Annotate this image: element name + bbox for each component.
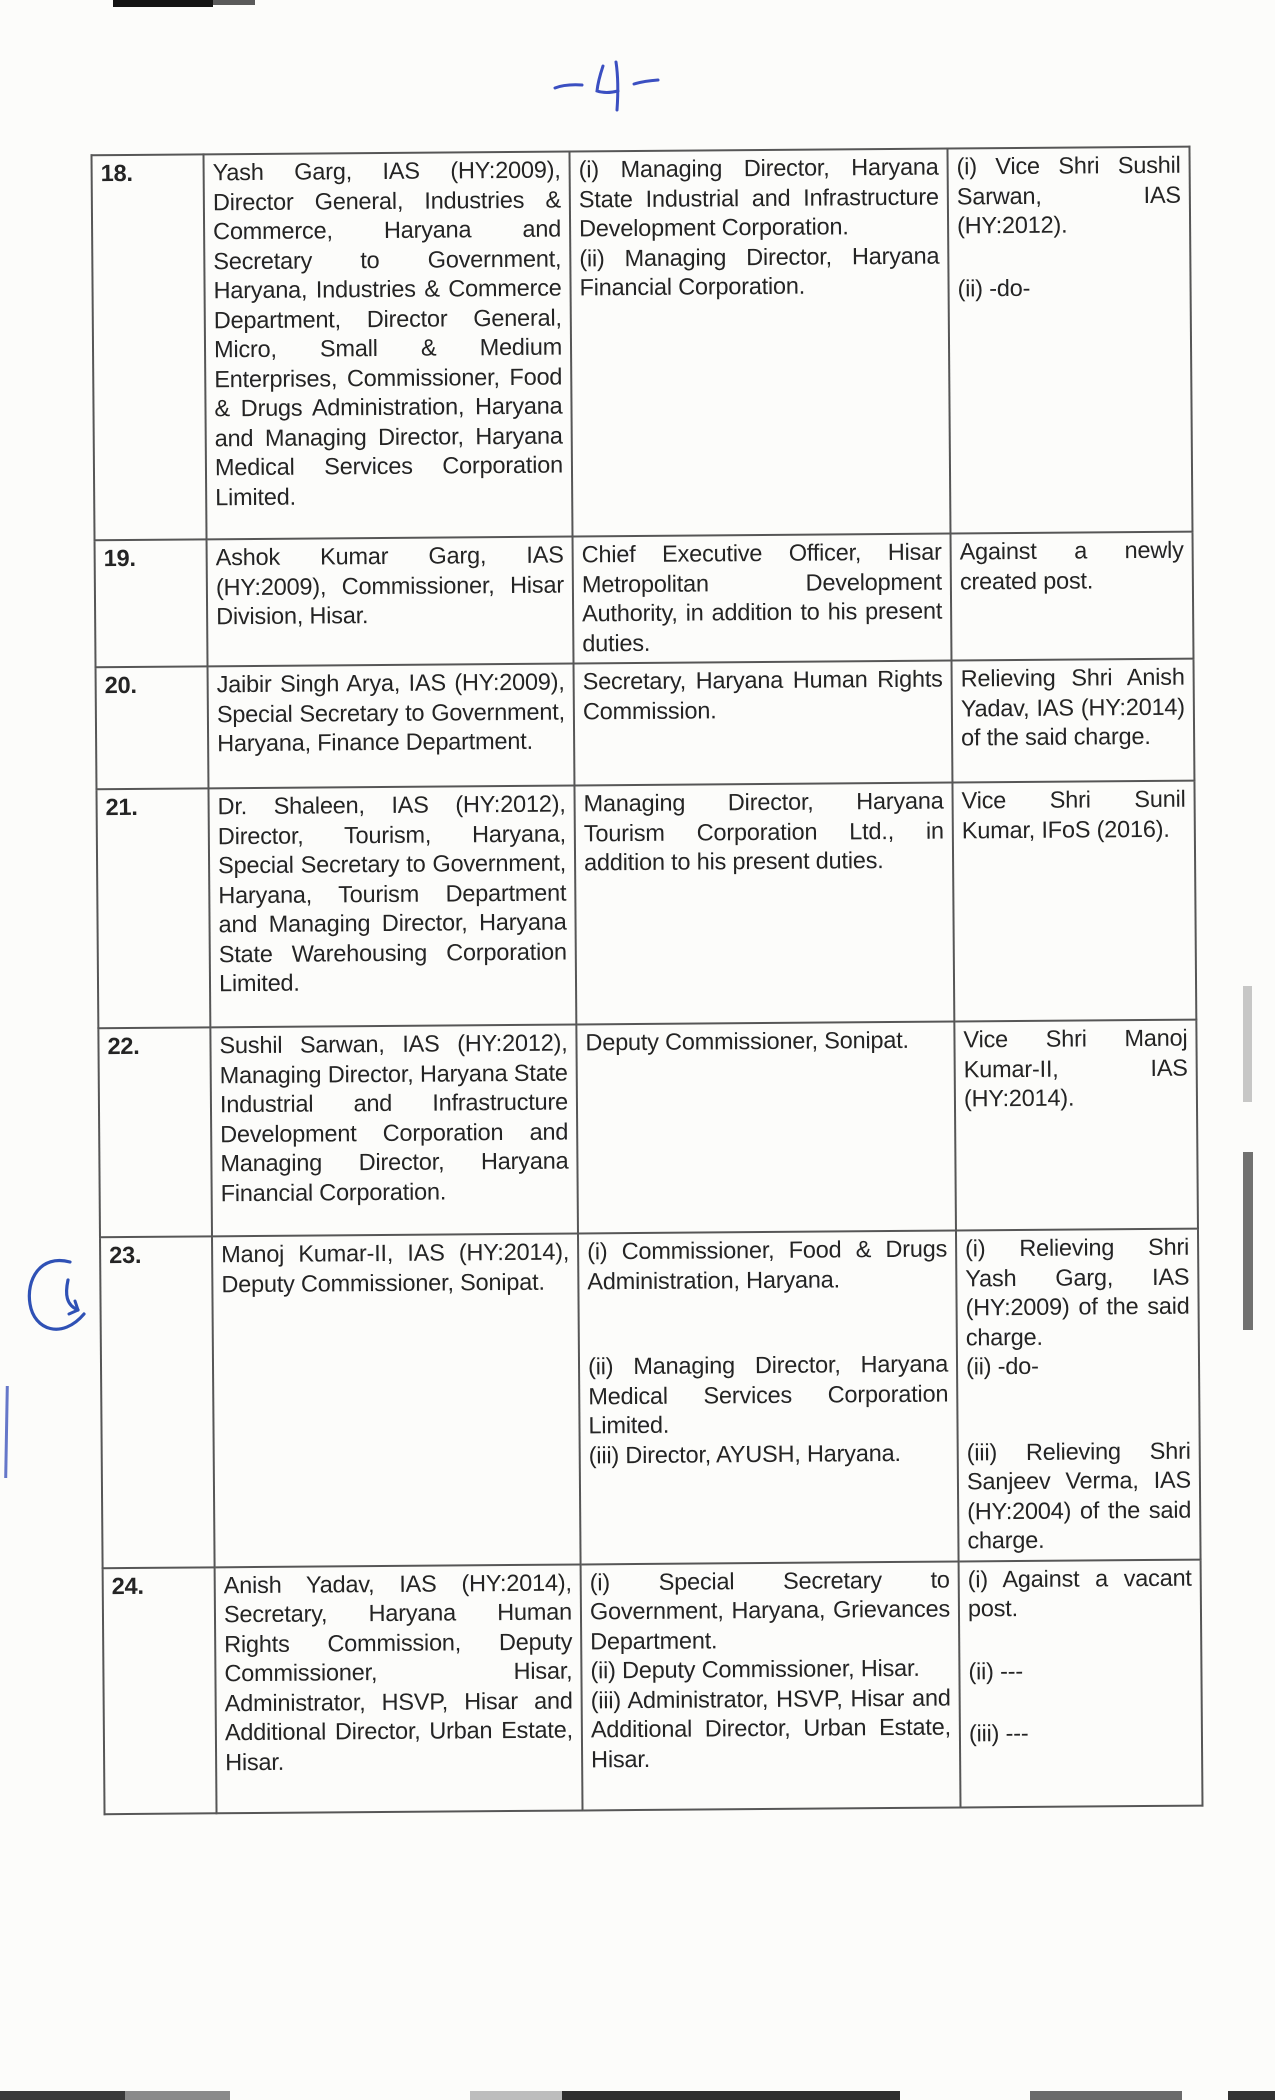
transfer-order-table bbox=[90, 146, 1203, 1815]
new-posting-cell bbox=[569, 149, 950, 537]
officer-details-cell bbox=[215, 1564, 583, 1813]
new-posting-cell bbox=[576, 1022, 956, 1234]
remarks-cell bbox=[951, 659, 1194, 783]
remarks-cell bbox=[952, 781, 1196, 1022]
scan-artifact-right-strip bbox=[1243, 986, 1252, 1102]
table-row bbox=[100, 1229, 1201, 1568]
remarks-cell bbox=[954, 1020, 1198, 1231]
officer-details-cell bbox=[212, 1233, 581, 1566]
remarks-cell bbox=[951, 532, 1194, 661]
posting-item: Secretary, Haryana Human Rights Commission. bbox=[582, 665, 943, 724]
scan-artifact-top-bar bbox=[113, 0, 213, 7]
remarks-item: (i) Relieving Shri Yash Garg, IAS (HY:2009) of the said charge. bbox=[965, 1233, 1190, 1350]
transfer-table-wrapper bbox=[90, 146, 1192, 1815]
table-row bbox=[103, 1559, 1203, 1814]
scan-artifact-bottom-band bbox=[562, 2091, 900, 2100]
officer-text: Ashok Kumar Garg, IAS (HY:2009), Commissioner, Hisar Division, Hisar. bbox=[215, 541, 564, 630]
scan-artifact-right-strip bbox=[1243, 1152, 1253, 1330]
posting-item: (ii) Deputy Commissioner, Hisar. bbox=[590, 1654, 920, 1684]
new-posting-cell bbox=[578, 1230, 959, 1563]
scan-artifact-blue-line bbox=[4, 1386, 9, 1478]
new-posting-cell bbox=[573, 534, 952, 664]
handwritten-page-number bbox=[548, 58, 668, 120]
posting-item: Deputy Commissioner, Sonipat. bbox=[585, 1026, 909, 1056]
officer-details-cell bbox=[208, 663, 575, 788]
remarks-item: Relieving Shri Anish Yadav, IAS (HY:2014) of the said charge. bbox=[960, 663, 1185, 751]
serial-cell: 21. bbox=[96, 788, 210, 1028]
new-posting-cell bbox=[581, 1561, 961, 1810]
scan-artifact-top-bar bbox=[213, 0, 255, 5]
posting-item: Managing Director, Haryana Tourism Corporation Ltd., in addition to his present duties. bbox=[583, 787, 944, 876]
remarks-cell bbox=[947, 147, 1192, 534]
posting-item: (i) Managing Director, Haryana State Industrial and Infrastructure Development Corporation. bbox=[578, 153, 939, 242]
scan-artifact-bottom-band bbox=[1030, 2091, 1182, 2100]
officer-details-cell bbox=[204, 151, 573, 539]
officer-text: Sushil Sarwan, IAS (HY:2012), Managing Director, Haryana State Industrial and Infrastructure Development Corporation and Managing Director, Haryana Financial Corporation. bbox=[219, 1029, 569, 1206]
serial-cell: 19. bbox=[95, 539, 208, 667]
scan-artifact-bottom-band bbox=[125, 2091, 230, 2100]
officer-details-cell bbox=[208, 785, 576, 1027]
remarks-item: Vice Shri Manoj Kumar-II, IAS (HY:2014). bbox=[963, 1024, 1188, 1112]
posting-item: (i) Commissioner, Food & Drugs Administration, Haryana. bbox=[587, 1235, 948, 1294]
table-row bbox=[95, 532, 1194, 668]
remarks-item: (iii) Relieving Shri Sanjeev Verma, IAS (HY:2004) of the said charge. bbox=[966, 1437, 1192, 1554]
remarks-item: Against a newly created post. bbox=[959, 536, 1184, 594]
posting-item: (iii) Administrator, HSVP, Hisar and Additional Director, Urban Estate, Hisar. bbox=[590, 1684, 951, 1772]
new-posting-cell bbox=[574, 661, 953, 786]
scan-artifact-bottom-band bbox=[470, 2091, 562, 2100]
scan-artifact-bottom-band bbox=[0, 2091, 125, 2100]
remarks-item: (iii) --- bbox=[968, 1719, 1029, 1747]
officer-text: Dr. Shaleen, IAS (HY:2012), Director, Tourism, Haryana, Special Secretary to Government, Haryana, Tourism Department and Managing Director, Haryana State Warehousing Corporation Limited. bbox=[217, 790, 567, 997]
handwritten-circle-mark-strokes bbox=[20, 1252, 100, 1344]
officer-text: Jaibir Singh Arya, IAS (HY:2009), Special Secretary to Government, Haryana, Finance Department. bbox=[216, 668, 565, 757]
serial-cell: 22. bbox=[98, 1027, 212, 1237]
remarks-item: (i) Vice Shri Sushil Sarwan, IAS (HY:2012). bbox=[956, 151, 1181, 239]
table-row bbox=[96, 781, 1196, 1029]
table-row bbox=[92, 147, 1193, 541]
serial-cell: 24. bbox=[103, 1567, 217, 1814]
posting-item: (ii) Managing Director, Haryana Financial Corporation. bbox=[579, 242, 940, 301]
table-row bbox=[98, 1020, 1198, 1238]
posting-item: (i) Special Secretary to Government, Haryana, Grievances Department. bbox=[589, 1566, 951, 1654]
table-row bbox=[96, 659, 1195, 790]
handwritten-circle-mark bbox=[20, 1252, 100, 1344]
officer-details-cell bbox=[210, 1024, 578, 1236]
officer-text: Manoj Kumar-II, IAS (HY:2014), Deputy Commissioner, Sonipat. bbox=[221, 1238, 570, 1297]
remarks-cell bbox=[956, 1229, 1201, 1561]
scan-artifact-bottom-band bbox=[1228, 2091, 1275, 2100]
remarks-item: (i) Against a vacant post. bbox=[967, 1564, 1192, 1622]
serial-cell: 18. bbox=[92, 154, 207, 540]
remarks-item: Vice Shri Sunil Kumar, IFoS (2016). bbox=[961, 785, 1186, 843]
new-posting-cell bbox=[574, 783, 954, 1025]
posting-item: Chief Executive Officer, Hisar Metropolitan Development Authority, in addition to his present duties. bbox=[581, 538, 943, 656]
remarks-item: (ii) -do- bbox=[957, 274, 1031, 301]
officer-text: Yash Garg, IAS (HY:2009), Director General, Industries & Commerce, Haryana and Secretary to Government, Haryana, Industries & Commerce Department, Director General, Micro, Small & Medium Enterprises, Commissioner, Food & Drugs Administration, Haryana and Managing Director, Haryana Medical Services Corporation Limited. bbox=[212, 156, 564, 510]
handwritten-page-number-strokes bbox=[548, 58, 668, 120]
serial-cell: 20. bbox=[96, 666, 209, 789]
remarks-cell bbox=[959, 1559, 1203, 1807]
serial-cell: 23. bbox=[100, 1236, 215, 1567]
posting-item: (ii) Managing Director, Haryana Medical Services Corporation Limited. bbox=[587, 1350, 949, 1439]
remarks-item: (ii) --- bbox=[968, 1657, 1024, 1684]
officer-text: Anish Yadav, IAS (HY:2014), Secretary, Haryana Human Rights Commission, Deputy Commissioner, Hisar, Administrator, HSVP, Hisar and Additional Director, Urban Estate, Hisar. bbox=[223, 1569, 573, 1775]
officer-details-cell bbox=[207, 536, 574, 666]
posting-item: (iii) Director, AYUSH, Haryana. bbox=[588, 1439, 901, 1468]
remarks-item: (ii) -do- bbox=[965, 1352, 1039, 1380]
